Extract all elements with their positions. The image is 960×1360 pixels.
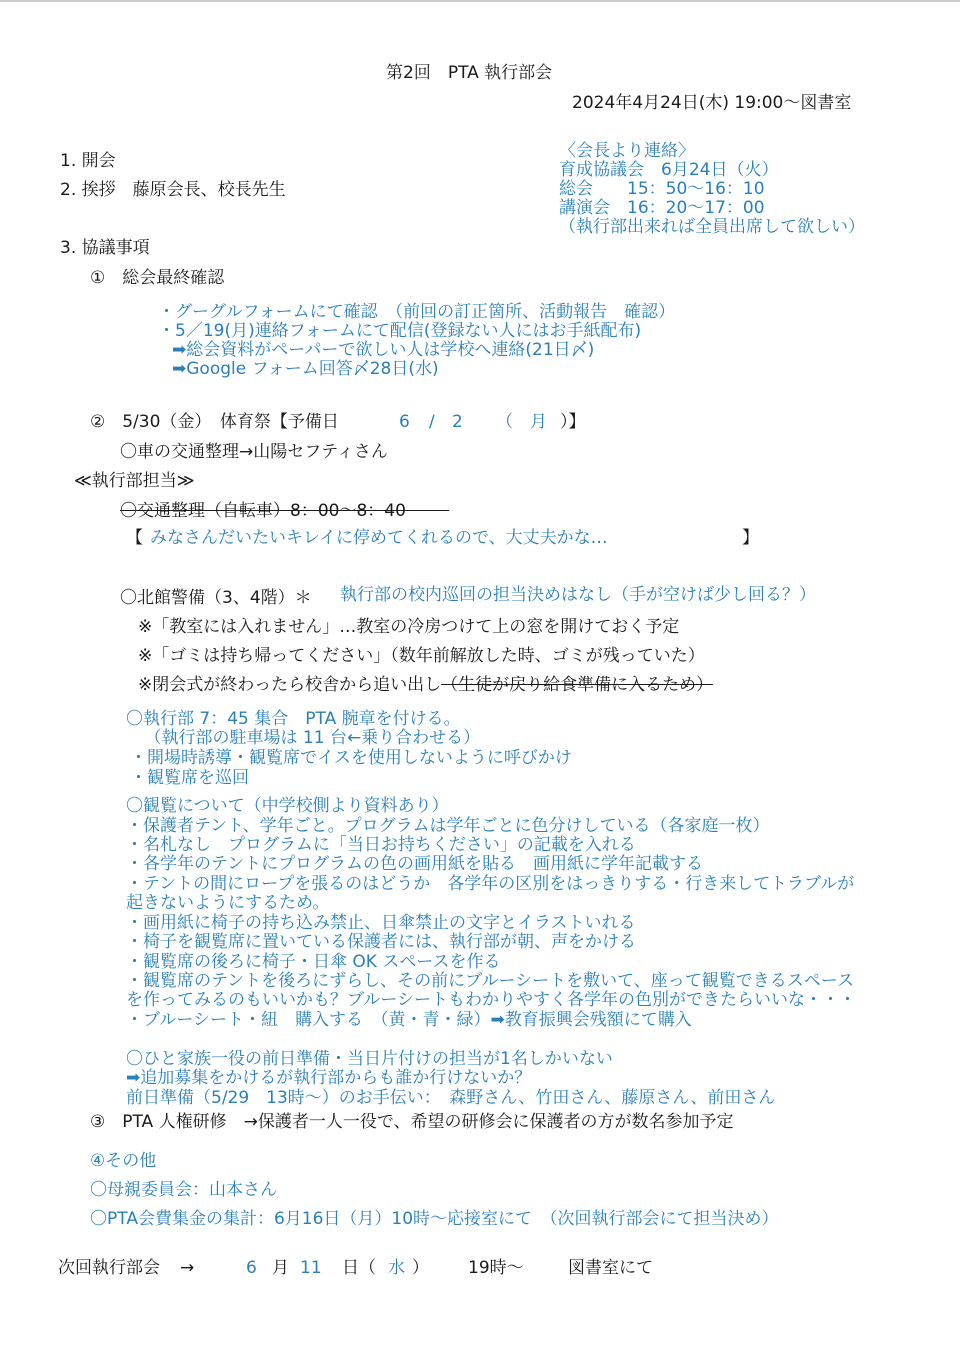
section1-line: ➡Google フォーム回答〆28日(水) <box>172 359 439 379</box>
role-header: ≪執行部担当≫ <box>74 471 195 491</box>
reserve-day: 2 <box>452 412 463 432</box>
next-meeting-day: 11 <box>300 1258 322 1278</box>
document-title: 第2回 PTA 執行部会 <box>386 63 553 83</box>
guard-note: ※「教室には入れません」…教室の冷房つけて上の窓を開けておく予定 <box>138 617 680 637</box>
reserve-separator: / <box>429 412 435 432</box>
section4-line: 〇PTA会費集金の集計：6月16日（月）10時～応接室にて （次回執行部会にて担当決め） <box>90 1209 779 1229</box>
viewing-line: ・観覧席の後ろに椅子・日傘 OK スペースを作る <box>126 952 501 972</box>
section4-line: 〇母親委員会：山本さん <box>90 1180 277 1200</box>
top-border <box>0 0 960 2</box>
next-meeting-place: 図書室にて <box>568 1258 653 1278</box>
traffic-control: 〇車の交通整理→山陽セフティさん <box>120 442 388 462</box>
strike-tail <box>406 501 449 521</box>
notice-line: 育成協議会 6月24日（火） <box>559 160 779 180</box>
viewing-line: ・画用紙に椅子の持ち込み禁止、日傘禁止の文字とイラストいれる <box>126 913 636 933</box>
notice-line: （執行部出来れば全員出席して欲しい） <box>559 217 865 237</box>
section1-heading: ① 総会最終確認 <box>90 268 225 288</box>
section4-heading: ④その他 <box>90 1151 157 1171</box>
notice-line: 総会 15：50～16：10 <box>559 179 765 199</box>
struck-text: 〇交通整理（自転車）8：00～8：40 <box>120 501 406 521</box>
month-unit: 月 <box>272 1258 289 1278</box>
prep-line: 〇ひと家族一役の前日準備・当日片付けの担当が1名しかいない <box>126 1049 613 1069</box>
guard-note: ※「ゴミは持ち帰ってください」（数年前解放した時、ゴミが残っていた） <box>138 646 705 666</box>
viewing-line: ・保護者テント、学年ごと。プログラムは学年ごとに色分けしている（各家庭一枚） <box>126 816 770 836</box>
meeting-date: 2024年4月24日(木) 19:00～図書室 <box>572 93 852 113</box>
viewing-line: ・ブルーシート・紐 購入する （黄・青・緑）➡教育振興会残額にて購入 <box>126 1010 692 1030</box>
notice-line: 講演会 16：20～17：00 <box>559 198 765 218</box>
closing-note: ※閉会式が終わったら校舎から追い出し <box>138 675 442 695</box>
north-guard-note: 執行部の校内巡回の担当決めはなし（手が空けば少し回る？） <box>340 585 816 605</box>
viewing-line: ・各学年のテントにプログラムの色の画用紙を貼る 画用紙に学年記載する <box>126 854 703 874</box>
notice-line: 〈会長より連絡〉 <box>559 141 695 161</box>
weekday-close: ） <box>412 1258 429 1278</box>
section2-heading-close: ）】 <box>560 412 586 432</box>
section1-line: ・グーグルフォームにて確認 （前回の訂正箇所、活動報告 確認） <box>158 302 676 322</box>
reserve-month: 6 <box>399 412 410 432</box>
viewing-line: ・椅子を観覧席に置いている保護者には、執行部が朝、声をかける <box>126 932 636 952</box>
day-unit: 日（ <box>342 1258 376 1278</box>
bicycle-note: みなさんだいたいキレイに停めてくれるので、大丈夫かな… <box>150 528 608 548</box>
bicycle-note-close: 】 <box>742 528 759 548</box>
bicycle-task-struck <box>120 501 449 521</box>
agenda-item-greeting: 2. 挨拶 藤原会長、校長先生 <box>60 180 286 200</box>
prep-line: ➡追加募集をかけるが執行部からも誰か行けないか？ <box>126 1068 532 1088</box>
viewing-line: 起きないようにするため。 <box>126 893 330 913</box>
viewing-line: ・観覧席のテントを後ろにずらし、その前にブルーシートを敷いて、座って観覧できるスペース <box>126 971 854 991</box>
next-meeting-label: 次回執行部会 <box>58 1258 160 1278</box>
section1-line: ➡総会資料がペーパーで欲しい人は学校へ連絡(21日〆) <box>172 340 595 360</box>
prep-line: 前日準備（5/29 13時～）のお手伝い： 森野さん、竹田さん、藤原さん、前田さん <box>126 1088 776 1108</box>
reserve-weekday: （ 月 <box>496 412 564 432</box>
section3-heading: ③ PTA 人権研修 →保護者一人一役で、希望の研修会に保護者の方が数名参加予定 <box>90 1112 734 1132</box>
struck-text: （生徒が戻り給食準備に入るため） <box>441 675 714 695</box>
guard-note <box>138 675 713 695</box>
next-meeting-month: 6 <box>246 1258 257 1278</box>
assembly-line: （執行部の駐車場は 11 台←乗り合わせる） <box>136 728 481 748</box>
next-meeting-weekday: 水 <box>388 1258 405 1278</box>
next-meeting-time: 19時～ <box>468 1258 524 1278</box>
section1-line: ・5／19(月)連絡フォームにて配信(登録ない人にはお手紙配布) <box>158 321 642 341</box>
assembly-line: ・観覧席を巡回 <box>130 768 249 788</box>
agenda-item-discussion: 3. 協議事項 <box>60 238 150 258</box>
viewing-line: ・テントの間にロープを張るのはどうか 各学年の区別をはっきりする・行き来してトラブルが <box>126 874 855 894</box>
north-building-guard: 〇北館警備（3、4階）＊ <box>120 588 312 608</box>
agenda-item-opening: 1. 開会 <box>60 151 116 171</box>
viewing-line: を作ってみるのもいいかも？ブルーシートもわかりやすく各学年の色別ができたらいいな・・・ <box>126 990 856 1010</box>
viewing-line: 〇観覧について（中学校側より資料あり） <box>126 796 449 816</box>
assembly-line: ・開場時誘導・観覧席でイスを使用しないように呼びかけ <box>130 748 572 768</box>
assembly-line: 〇執行部 7：45 集合 PTA 腕章を付ける。 <box>126 709 461 729</box>
arrow-right-icon: → <box>180 1258 195 1278</box>
viewing-line: ・名札なし プログラムに「当日お持ちください」の記載を入れる <box>126 835 636 855</box>
bicycle-note-open: 【 <box>126 528 143 548</box>
section2-heading: ② 5/30（金） 体育祭【予備日 <box>90 412 339 432</box>
